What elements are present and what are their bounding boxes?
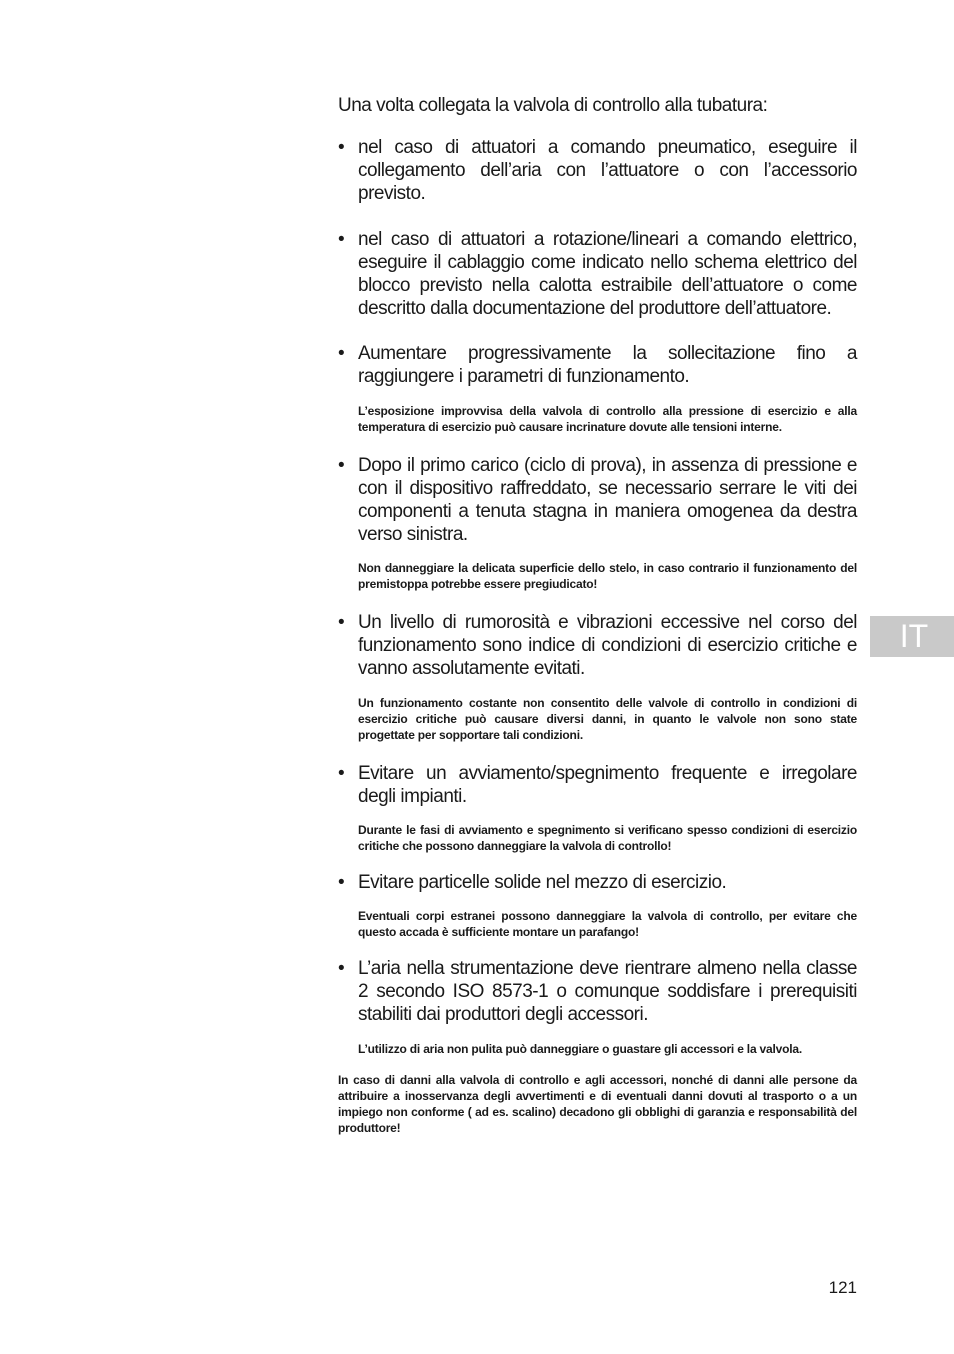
bullet-item — [338, 454, 857, 546]
warning-note: L’esposizione improvvisa della valvola di controllo alla pressione di esercizio e alla temperatura di esercizio può causare incrinature dovute alle tensioni interne. — [358, 404, 857, 434]
bullet-text: L’aria nella strumentazione deve rientrare almeno nella classe 2 secondo ISO 8573-1 o comunque soddisfare i prerequisiti stabiliti dai produttori degli accessori. — [358, 958, 857, 1025]
bullet-symbol: • — [338, 612, 345, 633]
bullet-text: Un livello di rumorosità e vibrazioni eccessive nel corso del funzionamento sono indice di condizioni di esercizio critiche e vanno assolutamente evitati. — [358, 612, 857, 679]
bullet-item — [338, 957, 857, 1026]
bullet-text: Aumentare progressivamente la sollecitazione fino a raggiungere i parametri di funzionamento. — [358, 343, 857, 387]
bullet-text: nel caso di attuatori a comando pneumatico, eseguire il collegamento dell’aria con l’attuatore o con l’accessorio previsto. — [358, 137, 857, 204]
bullet-symbol: • — [338, 455, 345, 476]
bullet-symbol: • — [338, 763, 345, 784]
bullet-symbol: • — [338, 343, 345, 364]
warning-note: Un funzionamento costante non consentito delle valvole di controllo in condizioni di esercizio critiche può causare diversi danni, in quanto le valvole non sono state progettate per sopportare tali condizioni. — [358, 696, 857, 742]
bullet-item — [338, 228, 857, 320]
warning-note: Eventuali corpi estranei possono danneggiare la valvola di controllo, per evitare che questo accada è sufficiente montare un parafango! — [358, 909, 857, 939]
warning-note: L’utilizzo di aria non pulita può danneggiare o guastare gli accessori e la valvola. — [358, 1042, 802, 1056]
bullet-item — [338, 342, 857, 388]
bullet-text: nel caso di attuatori a rotazione/lineari a comando elettrico, eseguire il cablaggio come indicato nello schema elettrico del blocco previsto nella calotta estraibile dell’attuatore o come descritto dalla documentazione del produttore dell’attuatore. — [358, 229, 857, 319]
page-content — [338, 94, 857, 1136]
warning-note: Non danneggiare la delicata superficie dello stelo, in caso contrario il funzionamento del premistoppa potrebbe essere pregiudicato! — [358, 561, 857, 591]
warning-note: Durante le fasi di avviamento e spegnimento si verificano spesso condizioni di esercizio critiche che possono danneggiare la valvola di controllo! — [358, 823, 857, 853]
bullet-item — [338, 871, 857, 894]
bullet-item — [338, 136, 857, 205]
language-tab: IT — [870, 616, 954, 657]
bullet-text: Dopo il primo carico (ciclo di prova), in assenza di pressione e con il dispositivo raffreddato, se necessario serrare le viti dei componenti a tenuta stagna in maniera omogenea da destra verso sinistra. — [358, 455, 857, 545]
bullet-item — [338, 611, 857, 680]
bullet-symbol: • — [338, 872, 345, 893]
bullet-symbol: • — [338, 137, 345, 158]
intro-text: Una volta collegata la valvola di controllo alla tubatura: — [338, 95, 768, 116]
bullet-item — [338, 762, 857, 808]
bullet-text: Evitare particelle solide nel mezzo di esercizio. — [358, 872, 727, 893]
bullet-symbol: • — [338, 958, 345, 979]
page-number: 121 — [828, 1278, 857, 1297]
liability-note: In caso di danni alla valvola di controllo e agli accessori, nonché di danni alle persone da attribuire a inosservanza degli avvertimenti e di eventuali danni dovuti al trasporto o a un impiego non conforme ( ad es. scalino) decadono gli obblighi di garanzia e responsabilità del produttore! — [338, 1073, 857, 1135]
bullet-text: Evitare un avviamento/spegnimento frequente e irregolare degli impianti. — [358, 763, 857, 807]
bullet-symbol: • — [338, 229, 345, 250]
